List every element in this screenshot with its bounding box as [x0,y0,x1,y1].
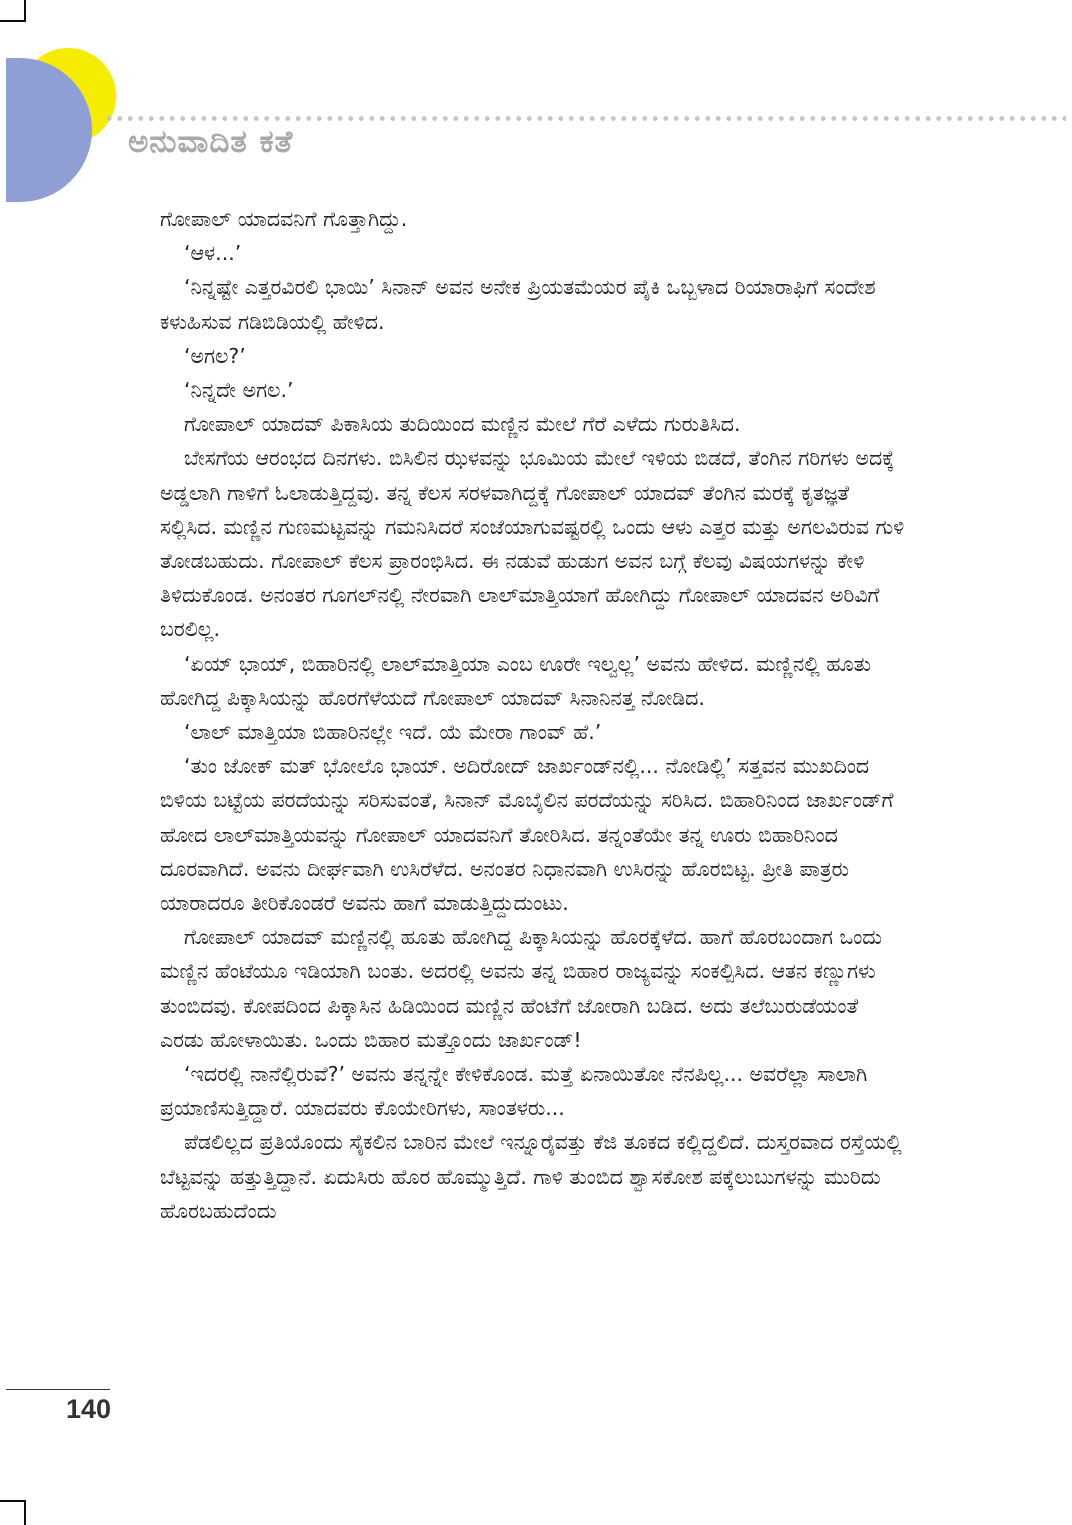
footer-rule [6,1389,110,1390]
paragraph: ‘ಇದರಲ್ಲಿ ನಾನೆಲ್ಲಿರುವೆ?’ ಅವನು ತನ್ನನ್ನೇ ಕೇಳಿಕೊಂಡ. ಮತ್ತೆ ಏನಾಯಿತೋ ನೆನಪಿಲ್ಲ... ಅವರೆಲ್ಲಾ ಸಾಲಾಗಿ ಪ್ರಯಾಣಿಸುತ್ತಿದ್ದಾರೆ. ಯಾದವರು ಕೊಯೇರಿಗಳು, ಸಾಂತಳರು... [160,1062,868,1121]
paragraph: ಗೋಪಾಲ್ ಯಾದವನಿಗೆ ಗೊತ್ತಾಗಿದ್ದು. [160,207,408,231]
paragraph: ‘ತುಂ ಜೋಕ್ ಮತ್ ಭೋಲೊ ಭಾಯ್. ಅದಿರೋದ್ ಜಾರ್ಖಂಡ್‌ನಲ್ಲಿ... ನೋಡಿಲ್ಲಿ’ ಸತ್ತವನ ಮುಖದಿಂದ ಬಿಳಿಯ ಬಟ್ಟೆಯ ಪರದೆಯನ್ನು ಸರಿಸುವಂತೆ, ಸಿನಾನ್ ಮೊಬೈಲಿನ ಪರದೆಯನ್ನು ಸರಿಸಿದ. ಬಿಹಾರಿನಿಂದ ಜಾರ್ಖಂಡ್‌ಗೆ ಹೋದ ಲಾಲ್‌ಮಾತ್ತಿಯವನ್ನು ಗೋಪಾಲ್ ಯಾದವನಿಗೆ ತೋರಿಸಿದ. ತನ್ನಂತೆಯೇ ತನ್ನ ಊರು ಬಿಹಾರಿನಿಂದ ದೂರವಾಗಿದೆ. ಅವನು ದೀರ್ಘವಾಗಿ ಉಸಿರೆಳೆದ. ಅನಂತರ ನಿಧಾನವಾಗಿ ಉಸಿರನ್ನು ಹೊರಬಿಟ್ಟ. ಪ್ರೀತಿ ಪಾತ್ರರು ಯಾರಾದರೂ ತೀರಿಕೊಂಡರೆ ಅವನು ಹಾಗೆ ಮಾಡುತ್ತಿದ್ದುದುಂಟು. [160,754,894,916]
paragraph: ಗೋಪಾಲ್ ಯಾದವ್ ಮಣ್ಣಿನಲ್ಲಿ ಹೂತು ಹೋಗಿದ್ದ ಪಿಕ್ಕಾಸಿಯನ್ನು ಹೊರಕ್ಕೆಳೆದ. ಹಾಗೆ ಹೊರಬಂದಾಗ ಒಂದು ಮಣ್ಣಿನ ಹೆಂಟೆಯೂ ಇಡಿಯಾಗಿ ಬಂತು. ಅದರಲ್ಲಿ ಅವನು ತನ್ನ ಬಿಹಾರ ರಾಜ್ಯವನ್ನು ಸಂಕಲ್ಪಿಸಿದ. ಆತನ ಕಣ್ಣುಗಳು ತುಂಬಿದವು. ಕೋಪದಿಂದ ಪಿಕ್ಕಾಸಿನ ಹಿಡಿಯಿಂದ ಮಣ್ಣಿನ ಹೆಂಟೆಗೆ ಜೋರಾಗಿ ಬಡಿದ. ಅದು ತಲೆಬುರುಡೆಯಂತೆ ಎರಡು ಹೋಳಾಯಿತು. ಒಂದು ಬಿಹಾರ ಮತ್ತೊಂದು ಜಾರ್ಖಂಡ್! [160,925,883,1052]
paragraph: ಬೇಸಗೆಯ ಆರಂಭದ ದಿನಗಳು. ಬಿಸಿಲಿನ ಝಳವನ್ನು ಭೂಮಿಯ ಮೇಲೆ ಇಳಿಯ ಬಿಡದೆ, ತೆಂಗಿನ ಗರಿಗಳು ಅದಕ್ಕೆ ಅಡ್ಡಲಾಗಿ ಗಾಳಿಗೆ ಓಲಾಡುತ್ತಿದ್ದವು. ತನ್ನ ಕೆಲಸ ಸರಳವಾಗಿದ್ದಕ್ಕೆ ಗೋಪಾಲ್ ಯಾದವ್ ತೆಂಗಿನ ಮರಕ್ಕೆ ಕೃತಜ್ಞತೆ ಸಲ್ಲಿಸಿದ. ಮಣ್ಣಿನ ಗುಣಮಟ್ಟವನ್ನು ಗಮನಿಸಿದರೆ ಸಂಜೆಯಾಗುವಷ್ಟರಲ್ಲಿ ಒಂದು ಆಳು ಎತ್ತರ ಮತ್ತು ಅಗಲವಿರುವ ಗುಳಿ ತೋಡಬಹುದು. ಗೋಪಾಲ್ ಕೆಲಸ ಪ್ರಾರಂಭಿಸಿದ. ಈ ನಡುವೆ ಹುಡುಗ ಅವನ ಬಗ್ಗೆ ಕೆಲವು ವಿಷಯಗಳನ್ನು ಕೇಳಿ ತಿಳಿದುಕೊಂಡ. ಅನಂತರ ಗೂಗಲ್‌ನಲ್ಲಿ ನೇರವಾಗಿ ಲಾಲ್‌ಮಾತ್ತಿಯಾಗೆ ಹೋಗಿದ್ದು ಗೋಪಾಲ್ ಯಾದವನ ಅರಿವಿಗೆ ಬರಲಿಲ್ಲ. [160,446,905,642]
page-number: 140 [66,1394,112,1424]
paragraph: ‘ಏಯ್ ಭಾಯ್, ಬಿಹಾರಿನಲ್ಲಿ ಲಾಲ್‌ಮಾತ್ತಿಯಾ ಎಂಬ ಊರೇ ಇಲ್ವಲ್ಲ’ ಅವನು ಹೇಳಿದ. ಮಣ್ಣಿನಲ್ಲಿ ಹೂತು ಹೋಗಿದ್ದ ಪಿಕ್ಕಾಸಿಯನ್ನು ಹೊರಗೆಳೆಯದೆ ಗೋಪಾಲ್ ಯಾದವ್ ಸಿನಾನಿನತ್ತ ನೋಡಿದ. [160,651,871,710]
paragraph: ಪೆಡಲಿಲ್ಲದ ಪ್ರತಿಯೊಂದು ಸೈಕಲಿನ ಬಾರಿನ ಮೇಲೆ ಇನ್ನೂರೈವತ್ತು ಕೆಜಿ ತೂಕದ ಕಲ್ಲಿದ್ದಲಿದೆ. ದುಸ್ತರವಾದ ರಸ್ತೆಯಲ್ಲಿ ಬೆಟ್ಟವನ್ನು ಹತ್ತುತ್ತಿದ್ದಾನೆ. ಏದುಸಿರು ಹೊರ ಹೊಮ್ಮುತ್ತಿದೆ. ಗಾಳಿ ತುಂಬಿದ ಶ್ವಾಸಕೋಶ ಪಕ್ಕೆಲುಬುಗಳನ್ನು ಮುರಿದು ಹೊರಬಹುದೆಂದು [160,1130,902,1223]
paragraph: ‘ಆಳ...’ [184,241,242,266]
paragraph: ‘ಲಾಲ್ ಮಾತ್ತಿಯಾ ಬಿಹಾರಿನಲ್ಲೇ ಇದೆ. ಯೆ ಮೇರಾ ಗಾಂವ್ ಹೆ.’ [184,720,602,745]
paragraph: ಗೋಪಾಲ್ ಯಾದವ್ ಪಿಕಾಸಿಯ ತುದಿಯಿಂದ ಮಣ್ಣಿನ ಮೇಲೆ ಗೆರೆ ಎಳೆದು ಗುರುತಿಸಿದ. [184,412,741,437]
crop-mark-bottom-horizontal [0,1500,26,1502]
header-dotted-rule [104,116,1066,121]
crop-mark-top-vertical [24,0,26,22]
paragraph: ‘ನಿನ್ನದೇ ಅಗಲ.’ [184,378,294,403]
story-body [160,202,905,1228]
paragraph: ‘ಅಗಲ?’ [184,343,246,368]
section-title: ಅನುವಾದಿತ ಕತೆ [128,124,294,160]
crop-mark-bottom-vertical [24,1500,26,1525]
crop-mark-top-horizontal [0,20,26,22]
paragraph: ‘ನಿನ್ನಷ್ಟೇ ಎತ್ತರವಿರಲಿ ಭಾಯಿ’ ಸಿನಾನ್ ಅವನ ಅನೇಕ ಪ್ರಿಯತಮೆಯರ ಪೈಕಿ ಒಬ್ಬಳಾದ ರಿಯಾರಾಫಿಗೆ ಸಂದೇಶ ಕಳುಹಿಸುವ ಗಡಿಬಿಡಿಯಲ್ಲಿ ಹೇಳಿದ. [160,275,876,334]
